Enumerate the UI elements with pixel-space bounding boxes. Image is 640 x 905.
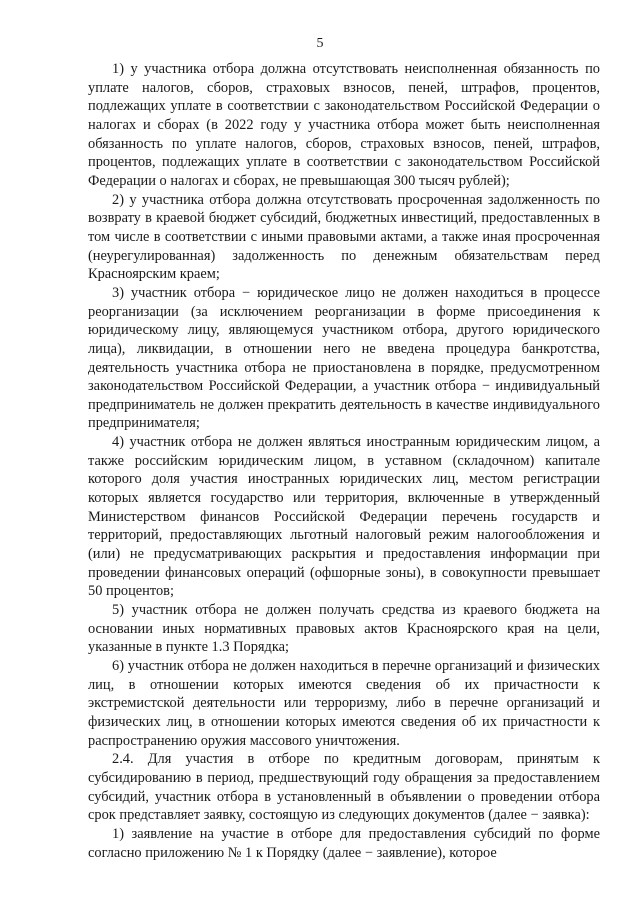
page-number: 5 xyxy=(316,36,324,51)
paragraph-requirement-6: 6) участник отбора не должен находиться в перечне организаций и физических лиц, в отношении которых имеются сведения об их причастности к экстремистской деятельности или терроризму, либо в перечне организаций и физических лиц, в отношении которых имеются сведения об их причастности к распространению оружия массового уничтожения. xyxy=(88,658,600,749)
paragraph-requirement-5: 5) участник отбора не должен получать средства из краевого бюджета на основании иных нормативных правовых актов Красноярского края на цели, указанные в пункте 1.3 Порядка; xyxy=(88,602,600,656)
document-body xyxy=(88,60,600,862)
paragraph-application-item-1: 1) заявление на участие в отборе для предоставления субсидий по форме согласно приложению № 1 к Порядку (далее − заявление), которое xyxy=(88,825,600,861)
paragraph-requirement-2: 2) у участника отбора должна отсутствовать просроченная задолженность по возврату в краевой бюджет субсидий, бюджетных инвестиций, предоставленных в том числе в соответствии с иными правовыми актами, а также иная просроченная (неурегулированная) задолженность по денежным обязательствам перед Красноярским краем; xyxy=(88,191,600,283)
paragraph-requirement-1: 1) у участника отбора должна отсутствовать неисполненная обязанность по уплате налогов, сборов, страховых взносов, пеней, штрафов, процентов, подлежащих уплате в соответствии с законодательством Российской Федерации о налогах и сборах (в 2022 году у участника отбора может быть неисполненная обязанность по уплате налогов, сборов, страховых взносов, пеней, штрафов, процентов, подлежащих уплате в соответствии с законодательством Российской Федерации о налогах и сборах, не превышающая 300 тысяч рублей); xyxy=(88,61,600,189)
paragraph-requirement-4: 4) участник отбора не должен являться иностранным юридическим лицом, а также российским юридическим лицом, в уставном (складочном) капитале которого доля участия иностранных юридических лиц, местом регистрации которых является государство или территория, включенные в утвержденный Министерством финансов Российской Федерации перечень государств и территорий, предоставляющих льготный налоговый режим налогообложения и (или) не предусматривающих раскрытия и предоставления информации при проведении финансовых операций (офшорные зоны), в совокупности превышает 50 процентов; xyxy=(88,434,600,600)
paragraph-requirement-3: 3) участник отбора − юридическое лицо не должен находиться в процессе реорганизации (за исключением реорганизации в форме присоединения к юридическому лицу, являющемуся участником отбора, другого юридического лица), ликвидации, в отношении него не введена процедура банкротства, деятельность участника отбора не приостановлена в порядке, предусмотренном законодательством Российской Федерации, а участник отбора − индивидуальный предприниматель не должен прекратить деятельность в качестве индивидуального предпринимателя; xyxy=(88,284,600,432)
paragraph-section-2-4: 2.4. Для участия в отборе по кредитным договорам, принятым к субсидированию в период, предшествующий году обращения за предоставлением субсидий, участник отбора в установленный в объявлении о проведении отбора срок представляет заявку, состоящую из следующих документов (далее − заявка): xyxy=(88,751,600,824)
